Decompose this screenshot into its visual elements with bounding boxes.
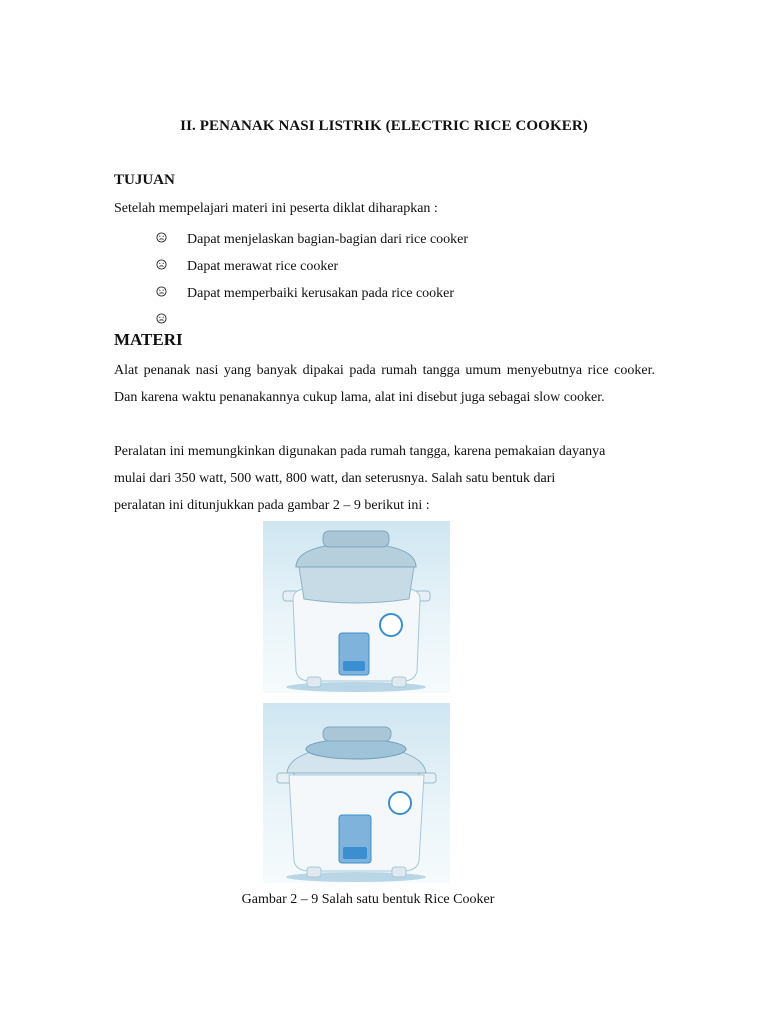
rice-cooker-with-lid-illustration <box>263 703 450 883</box>
list-item-text: Dapat menjelaskan bagian-bagian dari rice cooker <box>187 231 469 247</box>
tujuan-list <box>156 226 468 334</box>
smiley-icon <box>156 259 187 275</box>
document-title: II. PENANAK NASI LISTRIK (ELECTRIC RICE COOKER) <box>180 118 588 134</box>
smiley-icon <box>156 313 187 329</box>
paragraph-line: peralatan ini ditunjukkan pada gambar 2 – 9 berikut ini : <box>114 498 430 513</box>
list-item <box>156 253 468 280</box>
materi-paragraph-2 <box>114 438 655 519</box>
rice-cooker-photo-1 <box>263 521 450 693</box>
rice-cooker-with-steamer-illustration <box>263 521 450 693</box>
materi-paragraph-1: Alat penanak nasi yang banyak dipakai pada rumah tangga umum menyebutnya rice cooker. Dan karena waktu penanakannya cukup lama, alat ini disebut juga sebagai slow cooker. <box>114 363 655 405</box>
paragraph-line: mulai dari 350 watt, 500 watt, 800 watt, dan seterusnya. Salah satu bentuk dari <box>114 471 556 486</box>
paragraph-line: Peralatan ini memungkinkan digunakan pada rumah tangga, karena pemakaian dayanya <box>114 444 606 459</box>
list-item <box>156 307 468 334</box>
list-item-text: Dapat memperbaiki kerusakan pada rice cooker <box>187 285 455 301</box>
list-item <box>156 226 468 253</box>
smiley-icon <box>156 286 187 302</box>
figure-caption: Gambar 2 – 9 Salah satu bentuk Rice Cooker <box>241 892 495 907</box>
tujuan-intro: Setelah mempelajari materi ini peserta diklat diharapkan : <box>114 201 438 216</box>
list-item-text: Dapat merawat rice cooker <box>187 258 339 274</box>
smiley-icon <box>156 232 187 248</box>
materi-heading: MATERI <box>114 330 183 349</box>
rice-cooker-photo-2 <box>263 703 450 883</box>
list-item <box>156 280 468 307</box>
tujuan-heading: TUJUAN <box>114 172 175 188</box>
